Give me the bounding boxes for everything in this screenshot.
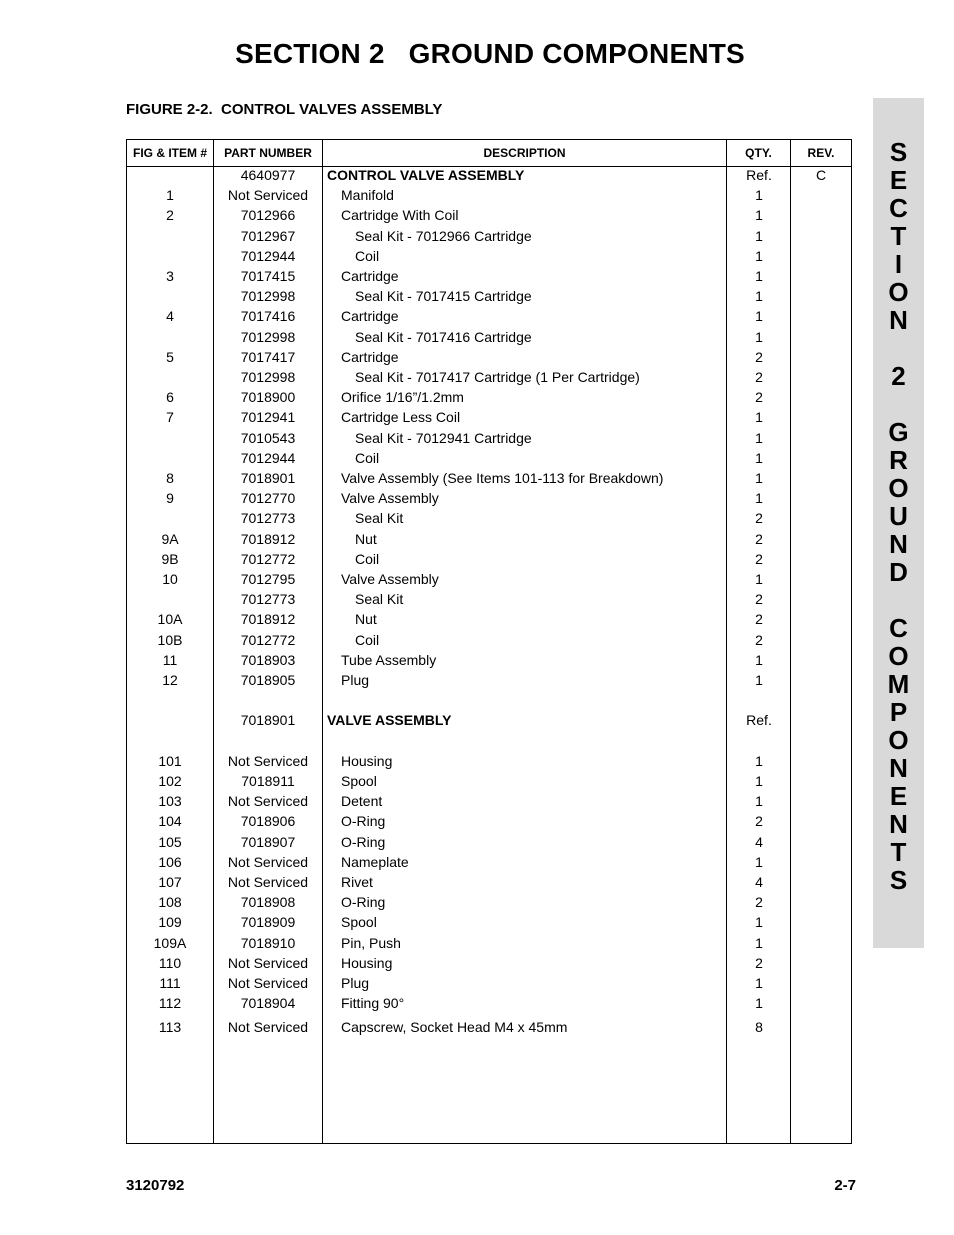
cell-qty: 2	[755, 510, 763, 527]
side-tab-letter	[873, 334, 924, 362]
cell-part-number: Not Serviced	[227, 752, 309, 769]
table-row	[127, 630, 851, 650]
table-row	[127, 367, 851, 387]
cell-item-number: 4	[166, 308, 174, 325]
table-row	[127, 165, 851, 185]
cell-item-number: 6	[166, 389, 174, 406]
cell-part-number: 7012941	[240, 409, 296, 426]
cell-part-number: 7012772	[240, 631, 296, 648]
cell-description: Coil	[355, 449, 380, 466]
cell-description: O-Ring	[341, 894, 386, 911]
cell-qty: 2	[755, 631, 763, 648]
cell-qty: 1	[755, 247, 763, 264]
cell-item-number: 1	[166, 187, 174, 204]
cell-item-number: 10A	[157, 611, 183, 628]
table-row	[127, 488, 851, 508]
side-tab-letter: R	[889, 445, 908, 475]
side-tab-letter: M	[887, 669, 910, 699]
cell-qty: 1	[755, 571, 763, 587]
cell-qty: 1	[755, 651, 763, 668]
cell-part-number: 7010543	[240, 429, 296, 446]
cell-qty: 2	[755, 348, 763, 365]
page-number: 2-7	[834, 1177, 856, 1194]
cell-qty: 2	[755, 530, 763, 547]
cell-description: Plug	[341, 672, 370, 688]
table-row	[127, 791, 851, 811]
cell-qty: 2	[755, 369, 763, 385]
table-row	[127, 912, 851, 932]
cell-part-number: Not Serviced	[227, 1019, 309, 1036]
cell-part-number: Not Serviced	[227, 187, 309, 204]
side-tab-letter	[873, 586, 924, 614]
cell-description: Tube Assembly	[341, 651, 437, 668]
cell-description: Nameplate	[341, 853, 409, 870]
cell-description: Cartridge	[341, 308, 399, 325]
cell-item-number: 10B	[157, 631, 183, 648]
header-part-number: PART NUMBER	[224, 146, 312, 160]
side-tab-letter: S	[889, 865, 908, 895]
table-row	[127, 226, 851, 246]
table-row	[127, 1017, 851, 1037]
cell-part-number: 7018907	[240, 833, 296, 850]
side-tab-letter: O	[888, 641, 909, 671]
cell-qty: 2	[755, 591, 763, 608]
cell-item-number: 109A	[153, 934, 187, 951]
cell-part-number: 7012772	[240, 550, 296, 567]
cell-description: Pin, Push	[341, 934, 401, 951]
cell-item-number: 106	[158, 853, 182, 870]
cell-part-number: 7018905	[240, 672, 296, 688]
side-tab-letter: N	[889, 809, 908, 839]
table-row	[127, 246, 851, 266]
cell-qty: 2	[755, 813, 763, 830]
table-row	[127, 832, 851, 852]
table-row	[127, 306, 851, 326]
table-row	[127, 448, 851, 468]
cell-item-number: 12	[162, 672, 178, 688]
side-tab-letter: C	[889, 613, 908, 643]
cell-qty: 1	[755, 409, 763, 426]
table-row	[127, 973, 851, 993]
cell-part-number: 7018909	[240, 914, 296, 931]
cell-item-number: 112	[158, 995, 182, 1012]
cell-description: Valve Assembly	[341, 490, 439, 507]
cell-item-number: 108	[158, 894, 182, 911]
cell-qty: 1	[755, 207, 763, 224]
cell-description: Cartridge With Coil	[341, 207, 459, 224]
cell-qty: 1	[755, 227, 763, 244]
table-row	[127, 892, 851, 912]
cell-description: Nut	[355, 611, 377, 628]
side-tab-letter: P	[889, 697, 908, 727]
table-row	[127, 609, 851, 629]
cell-part-number: 7017416	[240, 308, 296, 325]
cell-part-number: Not Serviced	[227, 853, 309, 870]
table-row	[127, 286, 851, 306]
table-row	[127, 569, 851, 589]
cell-qty: 1	[755, 470, 763, 486]
cell-item-number: 104	[158, 813, 182, 830]
cell-part-number: 7018912	[240, 611, 296, 628]
cell-qty: 1	[755, 328, 763, 345]
cell-qty: 1	[755, 429, 763, 446]
cell-part-number: Not Serviced	[227, 793, 309, 810]
side-tab-letter: 2	[891, 361, 906, 391]
cell-qty: Ref.	[746, 712, 772, 729]
cell-part-number: 7018908	[240, 894, 296, 911]
side-tab-letter: N	[889, 305, 908, 335]
side-tab-letter: N	[889, 529, 908, 559]
cell-item-number: 5	[166, 348, 174, 365]
cell-item-number: 107	[158, 874, 182, 890]
table-row	[127, 771, 851, 791]
cell-part-number: 7012773	[240, 510, 296, 527]
side-tab-letter: C	[889, 193, 908, 223]
table-row	[127, 549, 851, 569]
cell-qty: 1	[755, 853, 763, 870]
cell-item-number: 11	[162, 651, 178, 668]
cell-qty: 1	[755, 773, 763, 789]
cell-description: Nut	[355, 530, 377, 547]
table-row	[127, 387, 851, 407]
cell-description: Capscrew, Socket Head M4 x 45mm	[341, 1019, 568, 1036]
cell-part-number: 7012998	[240, 288, 296, 305]
cell-part-number: 7018901	[240, 712, 296, 729]
side-tab-letter: N	[889, 753, 908, 783]
cell-part-number: 7012944	[240, 247, 296, 264]
side-tab-letters	[873, 138, 924, 894]
table-row	[127, 529, 851, 549]
cell-part-number: 7018910	[240, 934, 296, 951]
cell-part-number: 7018900	[240, 389, 296, 406]
cell-part-number: 7018912	[240, 530, 296, 547]
cell-qty: 1	[755, 308, 763, 325]
table-row	[127, 872, 851, 892]
cell-qty: 1	[755, 187, 763, 204]
table-row	[127, 670, 851, 690]
cell-description: Seal Kit - 7017417 Cartridge (1 Per Cartridge)	[355, 369, 640, 385]
side-tab-letter: T	[890, 221, 907, 251]
side-tab-letter: O	[888, 725, 909, 755]
table-row	[127, 468, 851, 488]
table-row	[127, 933, 851, 953]
table-row	[127, 589, 851, 609]
table-row	[127, 993, 851, 1013]
table-row	[127, 650, 851, 670]
cell-description: Cartridge Less Coil	[341, 409, 461, 426]
cell-description: Coil	[355, 631, 380, 648]
table-row	[127, 347, 851, 367]
cell-qty: 1	[755, 975, 763, 991]
cell-description: Housing	[341, 954, 393, 971]
cell-rev: C	[815, 167, 827, 183]
cell-part-number: 7012773	[240, 591, 296, 608]
cell-item-number: 110	[158, 954, 182, 971]
cell-part-number: 7012966	[240, 207, 296, 224]
table-row	[127, 811, 851, 831]
table-row	[127, 953, 851, 973]
cell-description: Fitting 90°	[341, 995, 405, 1012]
table-row	[127, 205, 851, 225]
figure-title: FIGURE 2-2. CONTROL VALVES ASSEMBLY	[126, 101, 443, 118]
cell-qty: 2	[755, 550, 763, 567]
table-row	[127, 751, 851, 771]
table-row	[127, 327, 851, 347]
cell-qty: 2	[755, 954, 763, 971]
cell-item-number: 111	[159, 975, 181, 991]
cell-part-number: 7018901	[240, 470, 296, 486]
cell-part-number: 7012795	[240, 571, 296, 587]
cell-item-number: 9A	[161, 530, 179, 547]
cell-part-number: 7012944	[240, 449, 296, 466]
table-row	[127, 185, 851, 205]
cell-qty: 2	[755, 894, 763, 911]
cell-qty: 2	[755, 611, 763, 628]
table-row	[127, 508, 851, 528]
section-side-tab	[873, 98, 924, 948]
side-tab-letter: E	[889, 165, 908, 195]
cell-description: Housing	[341, 752, 393, 769]
cell-part-number: 7012967	[240, 227, 296, 244]
cell-qty: 2	[755, 389, 763, 406]
cell-qty: 1	[755, 793, 763, 810]
cell-item-number: 103	[158, 793, 182, 810]
cell-qty: 1	[755, 449, 763, 466]
side-tab-letter: T	[890, 837, 907, 867]
cell-item-number: 10	[162, 571, 178, 587]
cell-description: Seal Kit - 7017416 Cartridge	[355, 328, 532, 345]
cell-qty: 1	[755, 672, 763, 688]
cell-description: CONTROL VALVE ASSEMBLY	[327, 167, 525, 183]
cell-description: O-Ring	[341, 813, 386, 830]
cell-item-number: 9	[166, 490, 174, 507]
cell-description: Plug	[341, 975, 370, 991]
cell-qty: 1	[755, 934, 763, 951]
cell-qty: 1	[755, 288, 763, 305]
cell-item-number: 101	[158, 752, 182, 769]
cell-item-number: 113	[158, 1019, 182, 1036]
cell-item-number: 2	[166, 207, 174, 224]
cell-part-number: 7012770	[240, 490, 296, 507]
cell-part-number: Not Serviced	[227, 874, 309, 890]
table-row	[127, 710, 851, 730]
table-row	[127, 407, 851, 427]
side-tab-letter	[873, 390, 924, 418]
cell-description: Seal Kit - 7017415 Cartridge	[355, 288, 532, 305]
cell-item-number: 9B	[161, 550, 179, 567]
cell-description: Coil	[355, 550, 380, 567]
cell-description: Coil	[355, 247, 380, 264]
cell-qty: 1	[755, 914, 763, 931]
cell-part-number: 7017415	[240, 268, 296, 284]
cell-description: VALVE ASSEMBLY	[327, 712, 452, 729]
cell-item-number: 7	[166, 409, 174, 426]
cell-qty: 4	[755, 874, 763, 890]
side-tab-letter: D	[889, 557, 908, 587]
cell-description: Manifold	[341, 187, 394, 204]
cell-description: Spool	[341, 773, 377, 789]
cell-item-number: 3	[166, 268, 174, 284]
header-description: DESCRIPTION	[483, 146, 566, 160]
cell-part-number: 7018906	[240, 813, 296, 830]
side-tab-letter: U	[889, 501, 908, 531]
cell-description: Cartridge	[341, 348, 399, 365]
table-row	[127, 852, 851, 872]
cell-part-number: 7017417	[240, 348, 296, 365]
cell-description: Rivet	[341, 874, 373, 890]
side-tab-letter: E	[889, 781, 908, 811]
cell-description: Orifice 1/16”/1.2mm	[341, 389, 464, 406]
side-tab-letter: G	[888, 417, 909, 447]
document-number: 3120792	[126, 1177, 185, 1194]
header-rev: REV.	[807, 146, 835, 160]
side-tab-letter: I	[894, 249, 903, 279]
cell-qty: 1	[755, 752, 763, 769]
cell-description: Seal Kit - 7012966 Cartridge	[355, 227, 532, 244]
cell-part-number: Not Serviced	[227, 954, 309, 971]
header-qty: QTY.	[745, 146, 772, 160]
side-tab-letter: O	[888, 277, 909, 307]
side-tab-letter: S	[889, 137, 908, 167]
cell-qty: Ref.	[746, 167, 772, 183]
page-title: SECTION 2 GROUND COMPONENTS	[235, 38, 745, 69]
cell-qty: 1	[755, 995, 763, 1012]
cell-description: Spool	[341, 914, 377, 931]
cell-qty: 1	[755, 490, 763, 507]
cell-description: Seal Kit	[355, 510, 404, 527]
cell-item-number: 109	[158, 914, 182, 931]
header-fig-item: FIG & ITEM #	[132, 146, 207, 160]
cell-description: Valve Assembly (See Items 101-113 for Breakdown)	[341, 470, 664, 486]
cell-qty: 4	[755, 833, 763, 850]
cell-part-number: 7012998	[240, 369, 296, 385]
cell-part-number: 7012998	[240, 328, 296, 345]
cell-qty: 1	[755, 268, 763, 284]
parts-table	[126, 139, 852, 1144]
cell-description: Seal Kit - 7012941 Cartridge	[355, 429, 532, 446]
cell-description: Seal Kit	[355, 591, 404, 608]
cell-part-number: 4640977	[240, 167, 296, 183]
cell-part-number: 7018904	[240, 995, 296, 1012]
cell-description: O-Ring	[341, 833, 386, 850]
table-row	[127, 428, 851, 448]
cell-part-number: Not Serviced	[227, 975, 309, 991]
cell-part-number: 7018911	[241, 773, 295, 789]
cell-item-number: 102	[158, 773, 182, 789]
cell-description: Cartridge	[341, 268, 399, 284]
cell-qty: 8	[755, 1019, 763, 1036]
cell-description: Valve Assembly	[341, 571, 439, 587]
side-tab-letter: O	[888, 473, 909, 503]
cell-item-number: 8	[166, 470, 174, 486]
cell-item-number: 105	[158, 833, 182, 850]
cell-description: Detent	[341, 793, 383, 810]
table-row	[127, 266, 851, 286]
cell-part-number: 7018903	[240, 651, 296, 668]
